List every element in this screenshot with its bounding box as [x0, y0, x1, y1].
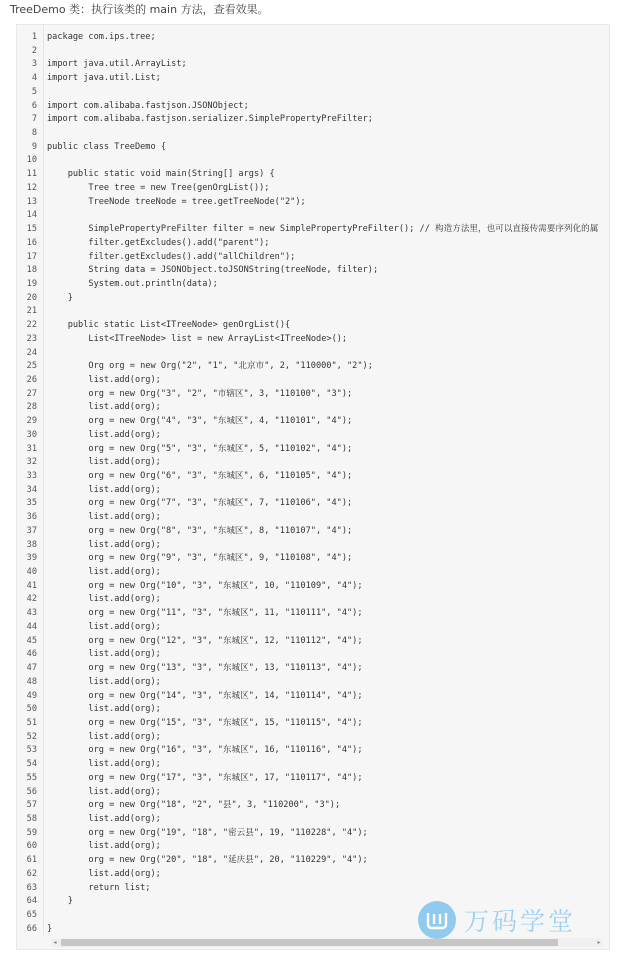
- code-line: [17, 388, 609, 402]
- code-content: [17, 31, 609, 935]
- code-text: org = new Org("18", "2", "县", 3, "110200", "3");: [47, 800, 341, 811]
- code-text: org = new Org("5", "3", "东城区", 5, "110102", "4");: [47, 443, 353, 454]
- code-line: [17, 278, 609, 292]
- code-text: org = new Org("13", "3", "东城区", 13, "110113", "4");: [47, 663, 363, 674]
- line-number: 19: [26, 278, 37, 289]
- code-line: [17, 621, 609, 635]
- code-line: [17, 813, 609, 827]
- code-text: package com.ips.tree;: [47, 32, 156, 42]
- line-number: 56: [26, 786, 37, 797]
- line-number: 29: [26, 416, 37, 427]
- code-line: [17, 223, 609, 237]
- code-line: [17, 786, 609, 800]
- scroll-left-arrow-icon[interactable]: ◂: [53, 939, 57, 946]
- code-line: [17, 470, 609, 484]
- code-text: [44, 347, 609, 361]
- code-line: [17, 100, 609, 114]
- line-number: 44: [26, 621, 37, 632]
- code-text: import java.util.List;: [47, 73, 161, 84]
- line-number: 43: [26, 608, 37, 619]
- line-number: 50: [26, 704, 37, 715]
- code-line: [17, 237, 609, 251]
- code-line: [17, 31, 609, 45]
- code-text: list.add(org);: [47, 676, 161, 687]
- code-line: [17, 305, 609, 319]
- code-text: Tree tree = new Tree(genOrgList());: [47, 182, 270, 193]
- line-number: 6: [31, 100, 37, 111]
- code-line: [17, 443, 609, 457]
- line-number: 23: [26, 333, 37, 344]
- code-line: [17, 347, 609, 361]
- code-block: [16, 24, 610, 950]
- code-text: SimplePropertyPreFilter filter = new SimplePropertyPreFilter(); // 构造方法里，也可以直接传需要序列化的属: [47, 224, 599, 235]
- code-text: list.add(org);: [47, 704, 161, 715]
- code-line: [17, 717, 609, 731]
- code-text: public class TreeDemo {: [47, 141, 166, 152]
- code-text: org = new Org("19", "18", "密云县", 19, "110228", "4");: [47, 827, 368, 838]
- code-text: org = new Org("4", "3", "东城区", 4, "110101", "4");: [47, 416, 353, 427]
- line-number: 12: [26, 182, 37, 193]
- code-text: }: [47, 896, 73, 907]
- line-number: 3: [31, 59, 37, 70]
- line-number: 32: [26, 457, 37, 468]
- code-text: String data = JSONObject.toJSONString(treeNode, filter);: [47, 265, 379, 276]
- scroll-right-arrow-icon[interactable]: ▸: [597, 939, 601, 946]
- code-line: [17, 662, 609, 676]
- line-number: 65: [26, 910, 37, 920]
- line-number: 24: [26, 347, 37, 358]
- code-text: list.add(org);: [47, 786, 161, 797]
- code-text: [44, 209, 609, 223]
- code-line: [17, 566, 609, 580]
- line-number: 2: [31, 45, 37, 56]
- code-line: [17, 319, 609, 333]
- code-line: [17, 113, 609, 127]
- line-number: 55: [26, 772, 37, 783]
- code-text: org = new Org("3", "2", "市辖区", 3, "110100", "3");: [47, 388, 353, 399]
- line-number: 63: [26, 882, 37, 893]
- code-line: [17, 333, 609, 347]
- code-line: [17, 635, 609, 649]
- line-number: 34: [26, 484, 37, 495]
- line-number: 28: [26, 402, 37, 413]
- code-line: [17, 868, 609, 882]
- line-number: 9: [31, 141, 37, 152]
- line-number: 18: [26, 265, 37, 276]
- code-text: org = new Org("14", "3", "东城区", 14, "110114", "4");: [47, 690, 363, 701]
- code-text: org = new Org("17", "3", "东城区", 17, "110117", "4");: [47, 772, 363, 783]
- line-number: 38: [26, 539, 37, 550]
- code-line: [17, 209, 609, 223]
- line-number: 20: [26, 292, 37, 303]
- line-number: 59: [26, 827, 37, 838]
- code-text: import java.util.ArrayList;: [47, 59, 187, 70]
- code-text: System.out.println(data);: [47, 278, 218, 289]
- code-line: [17, 86, 609, 100]
- code-text: }: [47, 923, 53, 934]
- code-line: [17, 731, 609, 745]
- code-text: list.add(org);: [47, 868, 161, 879]
- line-number: 1: [31, 32, 37, 42]
- code-line: [17, 525, 609, 539]
- line-number: 31: [26, 443, 37, 454]
- code-line: [17, 840, 609, 854]
- line-number: 53: [26, 745, 37, 756]
- code-line: [17, 593, 609, 607]
- line-number: 57: [26, 800, 37, 811]
- code-line: [17, 539, 609, 553]
- line-number: 17: [26, 251, 37, 262]
- code-text: list.add(org);: [47, 731, 161, 742]
- code-line: [17, 607, 609, 621]
- code-line: [17, 415, 609, 429]
- code-line: [17, 772, 609, 786]
- line-number: 7: [31, 114, 37, 125]
- code-line: [17, 360, 609, 374]
- code-line: [17, 264, 609, 278]
- code-text: return list;: [47, 882, 151, 893]
- brand-text: 万码学堂: [464, 907, 577, 936]
- code-text: list.add(org);: [47, 621, 161, 632]
- code-text: list.add(org);: [47, 484, 161, 495]
- line-number: 14: [26, 210, 37, 221]
- code-line: [17, 292, 609, 306]
- code-line: [17, 196, 609, 210]
- code-line: [17, 497, 609, 511]
- line-number: 58: [26, 813, 37, 824]
- brand-logo-icon: [418, 901, 456, 939]
- code-text: import com.alibaba.fastjson.JSONObject;: [47, 100, 249, 111]
- code-text: }: [47, 292, 73, 303]
- code-text: org = new Org("9", "3", "东城区", 9, "110108", "4");: [47, 553, 353, 564]
- code-line: [17, 182, 609, 196]
- line-number: 11: [26, 169, 37, 180]
- code-line: [17, 168, 609, 182]
- line-number: 4: [31, 73, 37, 84]
- code-text: import com.alibaba.fastjson.serializer.SimplePropertyPreFilter;: [47, 114, 373, 125]
- code-line: [17, 45, 609, 59]
- line-number: 5: [31, 86, 37, 97]
- code-text: TreeNode treeNode = tree.getTreeNode("2");: [47, 196, 306, 207]
- code-text: list.add(org);: [47, 759, 161, 770]
- code-line: [17, 141, 609, 155]
- code-line: [17, 154, 609, 168]
- line-number: 15: [26, 224, 37, 235]
- code-text: [44, 127, 609, 141]
- line-number: 52: [26, 731, 37, 742]
- code-text: org = new Org("10", "3", "东城区", 10, "110109", "4");: [47, 580, 363, 591]
- line-number: 35: [26, 498, 37, 509]
- code-line: [17, 251, 609, 265]
- code-text: list.add(org);: [47, 841, 161, 852]
- code-text: list.add(org);: [47, 567, 161, 578]
- code-line: [17, 648, 609, 662]
- line-number: 37: [26, 525, 37, 536]
- line-number: 54: [26, 759, 37, 770]
- line-number: 33: [26, 471, 37, 481]
- code-line: [17, 676, 609, 690]
- code-text: org = new Org("7", "3", "东城区", 7, "110106", "4");: [47, 498, 353, 509]
- code-text: [44, 45, 609, 59]
- code-text: org = new Org("12", "3", "东城区", 12, "110112", "4");: [47, 635, 363, 646]
- code-text: filter.getExcludes().add("parent");: [47, 237, 270, 248]
- code-line: [17, 401, 609, 415]
- code-text: list.add(org);: [47, 402, 161, 413]
- line-number: 66: [26, 923, 37, 934]
- line-number: 49: [26, 690, 37, 701]
- intro-text: TreeDemo 类：执行该类的 main 方法，查看效果。: [10, 3, 269, 16]
- code-line: [17, 580, 609, 594]
- code-line: [17, 854, 609, 868]
- line-number: 45: [26, 635, 37, 646]
- code-text: list.add(org);: [47, 539, 161, 550]
- code-text: List<ITreeNode> list = new ArrayList<ITreeNode>();: [47, 333, 348, 344]
- code-text: org = new Org("16", "3", "东城区", 16, "110116", "4");: [47, 745, 363, 756]
- line-number: 39: [26, 553, 37, 564]
- line-number: 60: [26, 841, 37, 852]
- line-number: 8: [31, 128, 37, 139]
- code-line: [17, 58, 609, 72]
- line-number: 13: [26, 196, 37, 207]
- code-line: [17, 827, 609, 841]
- code-line: [17, 703, 609, 717]
- code-line: [17, 72, 609, 86]
- line-number: 61: [26, 855, 37, 866]
- code-text: org = new Org("11", "3", "东城区", 11, "110111", "4");: [47, 608, 363, 619]
- line-number: 51: [26, 717, 37, 728]
- line-number: 21: [26, 306, 37, 317]
- line-number: 40: [26, 567, 37, 578]
- code-text: public static void main(String[] args) {: [47, 169, 275, 180]
- line-number: 62: [26, 868, 37, 879]
- line-number: 30: [26, 429, 37, 440]
- line-number: 48: [26, 676, 37, 687]
- code-text: org = new Org("8", "3", "东城区", 8, "110107", "4");: [47, 525, 353, 536]
- line-number: 22: [26, 320, 37, 331]
- code-text: list.add(org);: [47, 649, 161, 660]
- code-text: list.add(org);: [47, 374, 161, 385]
- code-text: org = new Org("15", "3", "东城区", 15, "110115", "4");: [47, 717, 363, 728]
- code-text: Org org = new Org("2", "1", "北京市", 2, "110000", "2");: [47, 361, 373, 372]
- code-text: [44, 154, 609, 168]
- code-line: [17, 429, 609, 443]
- code-text: org = new Org("20", "18", "延庆县", 20, "110229", "4");: [47, 855, 368, 866]
- line-number: 10: [26, 155, 37, 166]
- code-text: list.add(org);: [47, 512, 161, 523]
- code-text: list.add(org);: [47, 594, 161, 605]
- code-text: list.add(org);: [47, 457, 161, 468]
- code-line: [17, 744, 609, 758]
- code-text: [44, 305, 609, 319]
- code-text: org = new Org("6", "3", "东城区", 6, "110105", "4");: [47, 471, 353, 481]
- code-line: [17, 690, 609, 704]
- code-line: [17, 374, 609, 388]
- watermark: [418, 898, 576, 942]
- line-number: 46: [26, 649, 37, 660]
- code-line: [17, 552, 609, 566]
- code-text: public static List<ITreeNode> genOrgList(){: [47, 320, 291, 331]
- code-line: [17, 758, 609, 772]
- line-number: 27: [26, 388, 37, 399]
- code-text: list.add(org);: [47, 429, 161, 440]
- code-text: [44, 86, 609, 100]
- code-line: [17, 484, 609, 498]
- code-line: [17, 456, 609, 470]
- code-text: list.add(org);: [47, 813, 161, 824]
- line-number: 42: [26, 594, 37, 605]
- line-number: 36: [26, 512, 37, 523]
- code-line: [17, 127, 609, 141]
- code-text: filter.getExcludes().add("allChildren");: [47, 251, 296, 262]
- line-number: 41: [26, 580, 37, 591]
- code-line: [17, 882, 609, 896]
- code-line: [17, 799, 609, 813]
- line-number: 26: [26, 374, 37, 385]
- code-line: [17, 511, 609, 525]
- line-number: 64: [26, 896, 37, 907]
- line-number: 47: [26, 663, 37, 674]
- line-number: 16: [26, 237, 37, 248]
- line-number: 25: [26, 361, 37, 372]
